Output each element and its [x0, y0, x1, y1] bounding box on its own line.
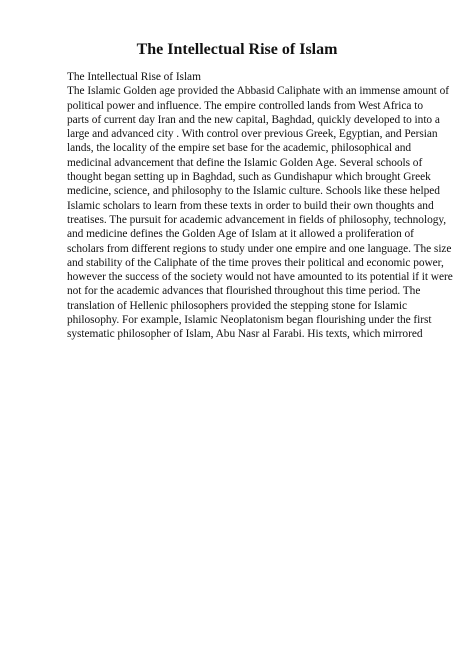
body-line: medicinal advancement that define the Islamic Golden Age. Several schools of: [67, 156, 423, 169]
body-line: The Islamic Golden age provided the Abbasid Caliphate with an immense amount of: [67, 85, 449, 98]
document-title: The Intellectual Rise of Islam: [136, 41, 338, 58]
body-line: scholars from different regions to study under one empire and one language. The size: [67, 242, 452, 255]
body-line: philosophy. For example, Islamic Neoplatonism began flourishing under the first: [67, 314, 432, 327]
body-line: however the success of the society would not have amounted to its potential if it were: [67, 271, 453, 284]
body-line: lands, the locality of the empire set base for the academic, philosophical and: [67, 142, 412, 155]
body-line: and stability of the Caliphate of the time proves their political and economic power,: [67, 256, 444, 269]
body-line: medicine, science, and philosophy to the Islamic culture. Schools like these helped: [67, 185, 440, 198]
body-line: thought began setting up in Baghdad, such as Gundishapur which brought Greek: [67, 171, 431, 184]
body-line: treatises. The pursuit for academic advancement in fields of philosophy, technology,: [67, 213, 447, 226]
body-line: parts of current day Iran and the new capital, Baghdad, quickly developed to into a: [67, 113, 440, 126]
body-line: systematic philosopher of Islam, Abu Nasr al Farabi. His texts, which mirrored: [67, 328, 423, 341]
body-line: Islamic scholars to learn from these texts in order to build their own thoughts and: [67, 199, 434, 212]
document-subtitle: The Intellectual Rise of Islam: [67, 71, 201, 83]
body-line: and medicine defines the Golden Age of Islam at it allowed a proliferation of: [67, 228, 414, 241]
body-line: political power and influence. The empire controlled lands from West Africa to: [67, 99, 423, 112]
body-line: large and advanced city . With control over previous Greek, Egyptian, and Persian: [67, 128, 438, 141]
body-line: not for the academic advances that flourished throughout this time period. The: [67, 285, 421, 298]
body-line: translation of Hellenic philosophers provided the stepping stone for Islamic: [67, 299, 408, 312]
document-body: [67, 70, 453, 342]
